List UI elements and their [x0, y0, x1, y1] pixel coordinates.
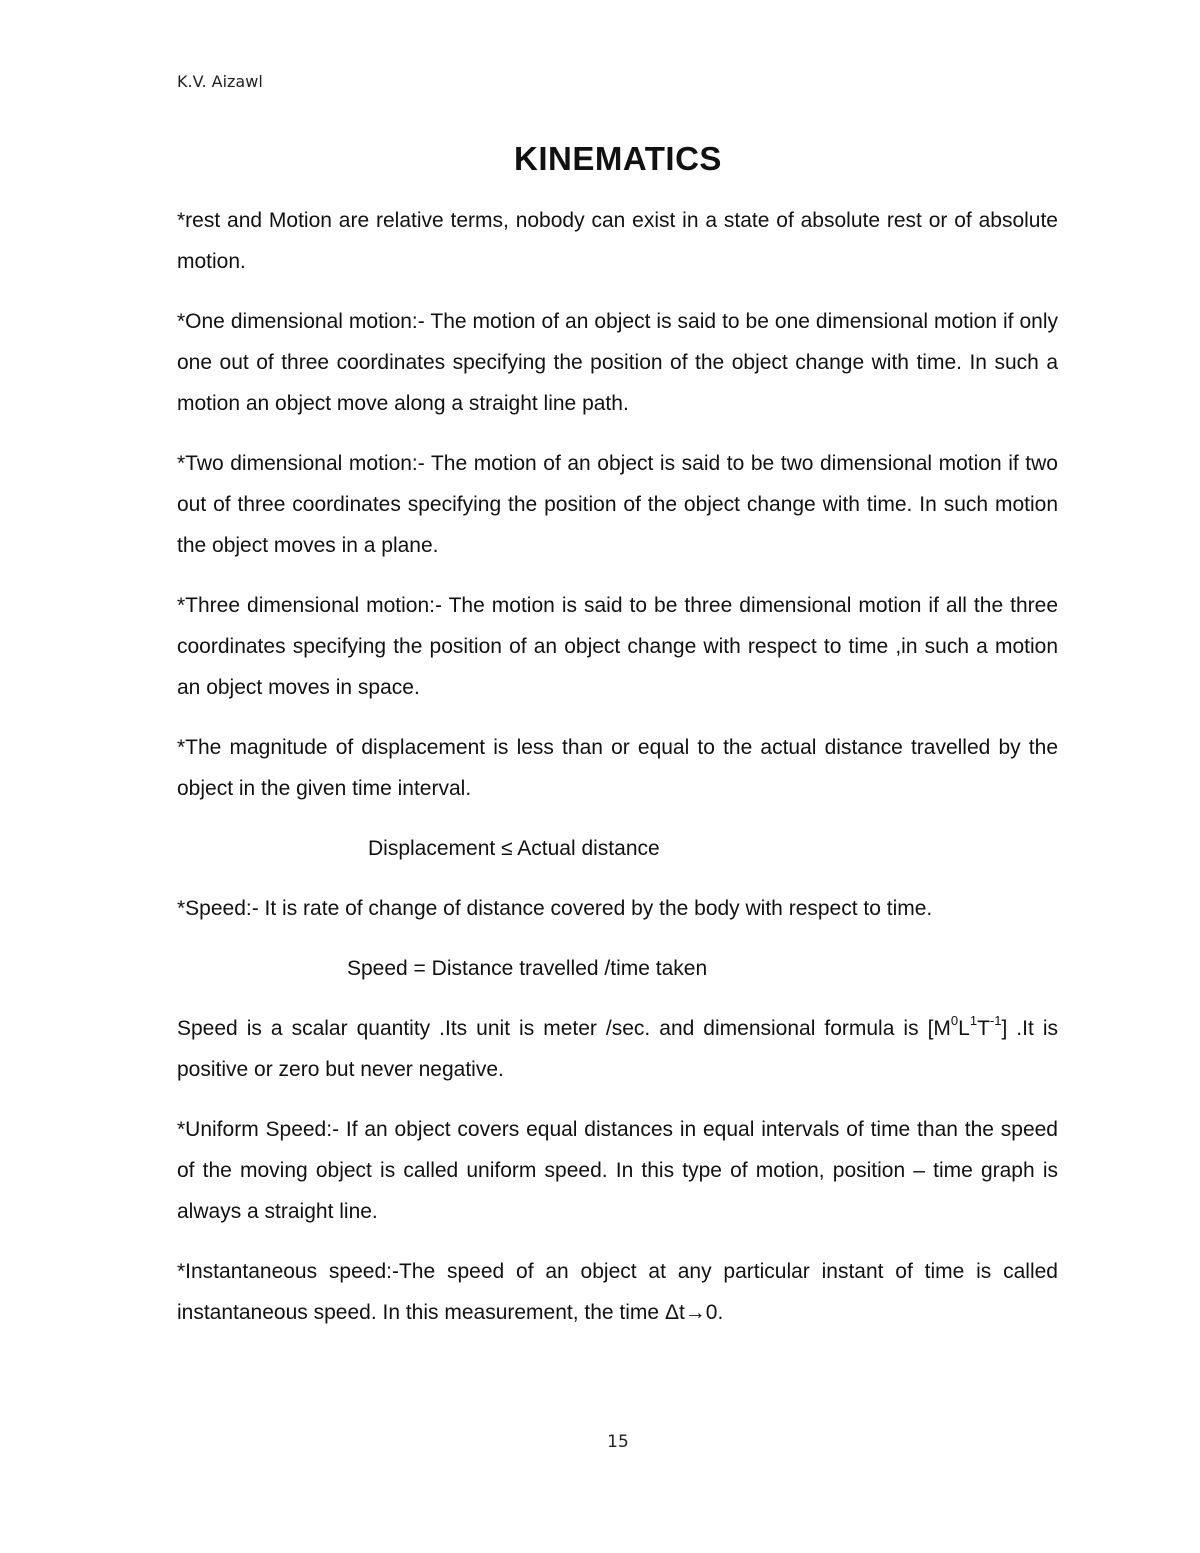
- paragraph-instantaneous-speed: *Instantaneous speed:-The speed of an object at any particular instant of time is called instantaneous speed. In this measurement, the time Δt→0.: [177, 1260, 1058, 1324]
- superscript-t: -1: [989, 1013, 1002, 1028]
- page-title: KINEMATICS: [514, 140, 722, 177]
- speed-scalar-text-before: Speed is a scalar quantity .Its unit is meter /sec. and dimensional formula is [M: [177, 1017, 951, 1040]
- superscript-m: 0: [950, 1013, 959, 1028]
- header-text: K.V. Aizawl: [177, 72, 263, 91]
- paragraph-rest-motion: *rest and Motion are relative terms, nobody can exist in a state of absolute rest or of absolute motion.: [177, 209, 1058, 273]
- speed-scalar-text-after: ] .It is positive or zero but never negative.: [177, 1017, 1058, 1081]
- paragraph-speed: *Speed:- It is rate of change of distance covered by the body with respect to time.: [177, 897, 933, 920]
- paragraph-three-dimensional: *Three dimensional motion:- The motion is said to be three dimensional motion if all the three coordinates specifying the position of an object change with respect to time ,in such a motion an object moves in space.: [177, 594, 1058, 699]
- paragraph-speed-scalar: [177, 1008, 1058, 1090]
- paragraph-one-dimensional: *One dimensional motion:- The motion of an object is said to be one dimensional motion if only one out of three coordinates specifying the position of the object change with time. In such a motion an object move along a straight line path.: [177, 310, 1058, 415]
- dimension-t: T: [977, 1017, 990, 1040]
- paragraph-displacement: *The magnitude of displacement is less than or equal to the actual distance travelled by the object in the given time interval.: [177, 736, 1058, 800]
- paragraph-uniform-speed: *Uniform Speed:- If an object covers equal distances in equal intervals of time than the speed of the moving object is called uniform speed. In this type of motion, position – time graph is always a straight line.: [177, 1118, 1058, 1223]
- equation-displacement: Displacement ≤ Actual distance: [368, 837, 660, 860]
- paragraph-two-dimensional: *Two dimensional motion:- The motion of an object is said to be two dimensional motion if two out of three coordinates specifying the position of the object change with time. In such motion the object moves in a plane.: [177, 452, 1058, 557]
- equation-speed: Speed = Distance travelled /time taken: [347, 957, 708, 980]
- dimension-l: L: [958, 1017, 970, 1040]
- page-number: 15: [607, 1432, 629, 1452]
- superscript-l: 1: [969, 1013, 978, 1028]
- document-body: [177, 200, 1058, 1352]
